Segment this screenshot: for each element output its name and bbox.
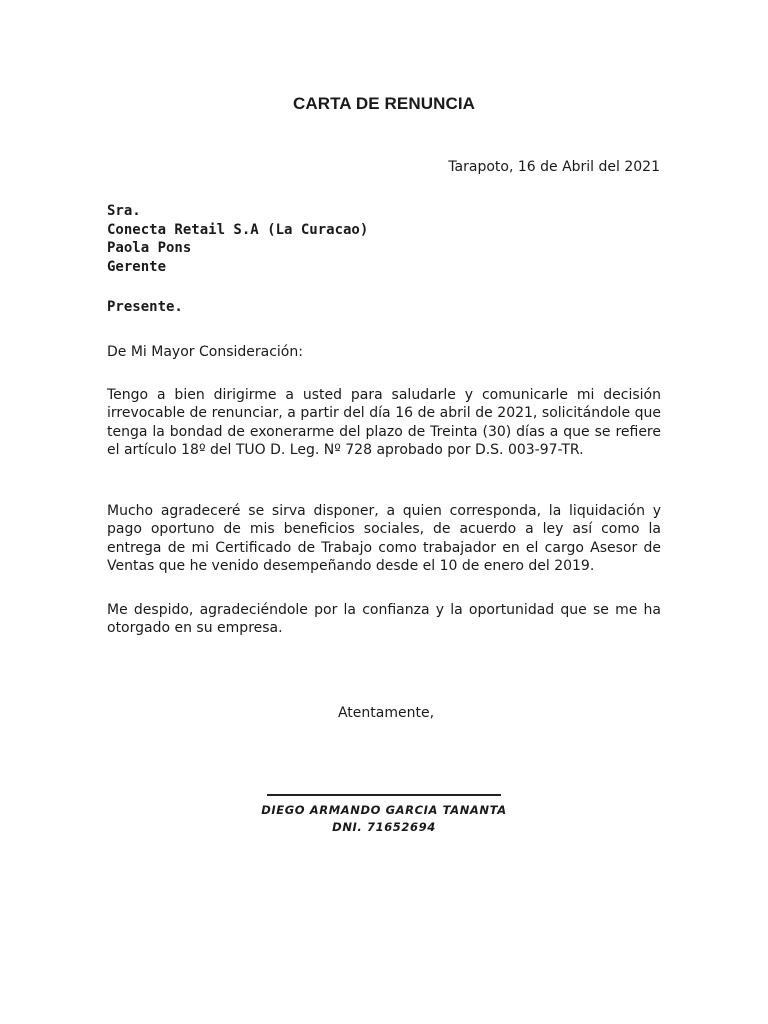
body-paragraph: Me despido, agradeciéndole por la confianza y la oportunidad que se me ha otorgado en su empresa. (107, 602, 661, 637)
recipient-block (107, 202, 368, 276)
letter-title: CARTA DE RENUNCIA (292, 94, 476, 113)
presente-label: Presente. (107, 299, 183, 315)
recipient-name: Paola Pons (107, 240, 192, 256)
body-paragraph: Tengo a bien dirigirme a usted para saludarle y comunicarle mi decisión irrevocable de renunciar, a partir del día 16 de abril de 2021, solicitándole que tenga la bondad de exonerarme del plazo de Treinta (30) días a que se refiere el artículo 18º del TUO D. Leg. Nº 728 aprobado por D.S. 003-97-TR. (107, 387, 661, 458)
place-date: Tarapoto, 16 de Abril del 2021 (448, 159, 660, 175)
recipient-position: Gerente (107, 258, 167, 275)
recipient-salutation: Sra. (107, 203, 141, 219)
signature-name: DIEGO ARMANDO GARCIA TANANTA (261, 803, 507, 817)
closing: Atentamente, (337, 705, 435, 721)
recipient-company: Conecta Retail S.A (La Curacao) (107, 221, 369, 238)
signature-line (267, 794, 501, 796)
signature-dni: DNI. 71652694 (332, 820, 436, 834)
greeting: De Mi Mayor Consideración: (107, 344, 303, 360)
body-paragraph: Mucho agradeceré se sirva disponer, a quien corresponda, la liquidación y pago oportuno de mis beneficios sociales, de acuerdo a ley así como la entrega de mi Certificado de Trabajo como trabajador en el cargo Asesor de Ventas que he venido desempeñando desde el 10 de enero del 2019. (107, 503, 661, 574)
